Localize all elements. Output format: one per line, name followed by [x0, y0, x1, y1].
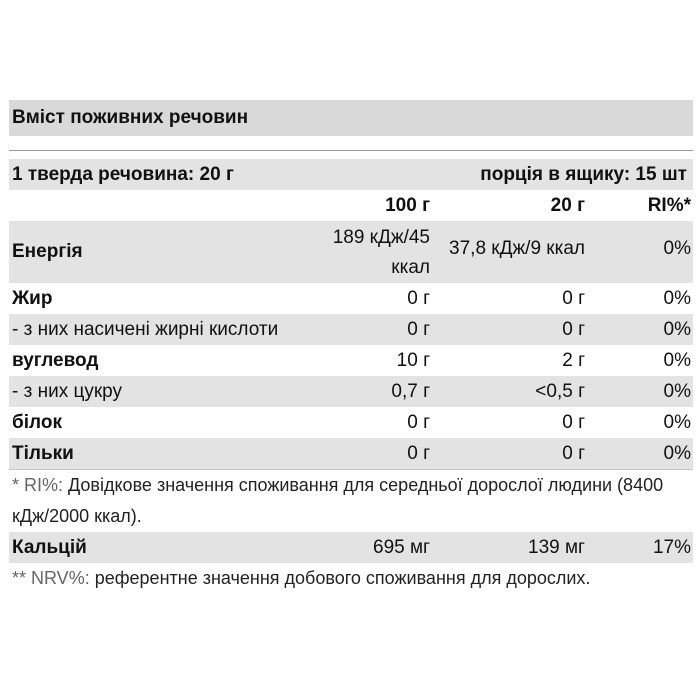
- nutrient-name: Кальцій: [12, 536, 87, 558]
- value-per-100g: 0 г: [407, 442, 430, 464]
- value-per-20g: <0,5 г: [535, 380, 585, 402]
- value-per-100g: 0 г: [407, 287, 430, 309]
- nutrient-name: білок: [12, 411, 62, 433]
- table-row-salt: [9, 438, 693, 469]
- table-row-fat: [9, 283, 693, 314]
- table-row-calcium: [9, 532, 693, 563]
- serving-size: 1 тверда речовина: 20 г: [12, 163, 234, 185]
- value-ri: 0%: [663, 442, 691, 464]
- value-per-100g: 10 г: [396, 349, 430, 371]
- table-title: Вміст поживних речовин: [9, 100, 693, 136]
- table-row-saturates: [9, 314, 693, 345]
- nrv-footnote: [9, 563, 693, 594]
- serving-row: [9, 159, 693, 190]
- divider: [9, 150, 693, 151]
- value-ri: 0%: [663, 349, 691, 371]
- nutrition-table: [9, 100, 693, 594]
- value-ri: 0%: [663, 411, 691, 433]
- column-header-row: [9, 190, 693, 221]
- value-per-20g: 2 г: [562, 349, 585, 371]
- nutrient-name: Жир: [12, 287, 53, 309]
- value-ri: 17%: [652, 536, 691, 558]
- nutrient-name: вуглевод: [12, 349, 99, 371]
- footnote-marker: * RI%:: [12, 475, 64, 495]
- column-header-ri: RI%*: [647, 194, 691, 216]
- table-row-carbohydrate: [9, 345, 693, 376]
- ri-footnote: [9, 470, 693, 532]
- value-per-100g: 0,7 г: [391, 380, 430, 402]
- value-per-20g: 0 г: [562, 318, 585, 340]
- table-row-sugars: [9, 376, 693, 407]
- value-ri: 0%: [663, 287, 691, 309]
- nutrient-name: Енергія: [12, 241, 83, 262]
- nutrient-name: - з них цукру: [12, 380, 123, 402]
- footnote-text: референтне значення добового споживання для дорослих.: [89, 568, 591, 588]
- value-ri: 0%: [663, 318, 691, 340]
- nutrient-name: - з них насичені жирні кислоти: [12, 318, 279, 340]
- footnote-text: Довідкове значення споживання для середньої дорослої людини (8400 кДж/2000 ккал).: [12, 475, 664, 526]
- value-per-20g: 0 г: [562, 442, 585, 464]
- nutrient-name: Тільки: [12, 442, 74, 464]
- value-per-100g: 0 г: [407, 411, 430, 433]
- value-per-100g: 695 мг: [373, 536, 430, 558]
- value-per-20g: 0 г: [562, 411, 585, 433]
- footnote-marker: ** NRV%:: [12, 568, 90, 588]
- servings-per-box: порція в ящику: 15 шт: [480, 163, 687, 185]
- value-per-100g: 189 кДж/45 ккал: [332, 227, 430, 278]
- value-ri: 0%: [663, 380, 691, 402]
- value-per-20g: 0 г: [562, 287, 585, 309]
- column-header-20g: 20 г: [550, 194, 585, 216]
- value-ri: 0%: [663, 238, 691, 259]
- table-row-energy: [9, 221, 693, 283]
- table-row-protein: [9, 407, 693, 438]
- column-header-100g: 100 г: [385, 194, 430, 216]
- value-per-20g: 139 мг: [528, 536, 585, 558]
- value-per-20g: 37,8 кДж/9 ккал: [449, 238, 585, 259]
- value-per-100g: 0 г: [407, 318, 430, 340]
